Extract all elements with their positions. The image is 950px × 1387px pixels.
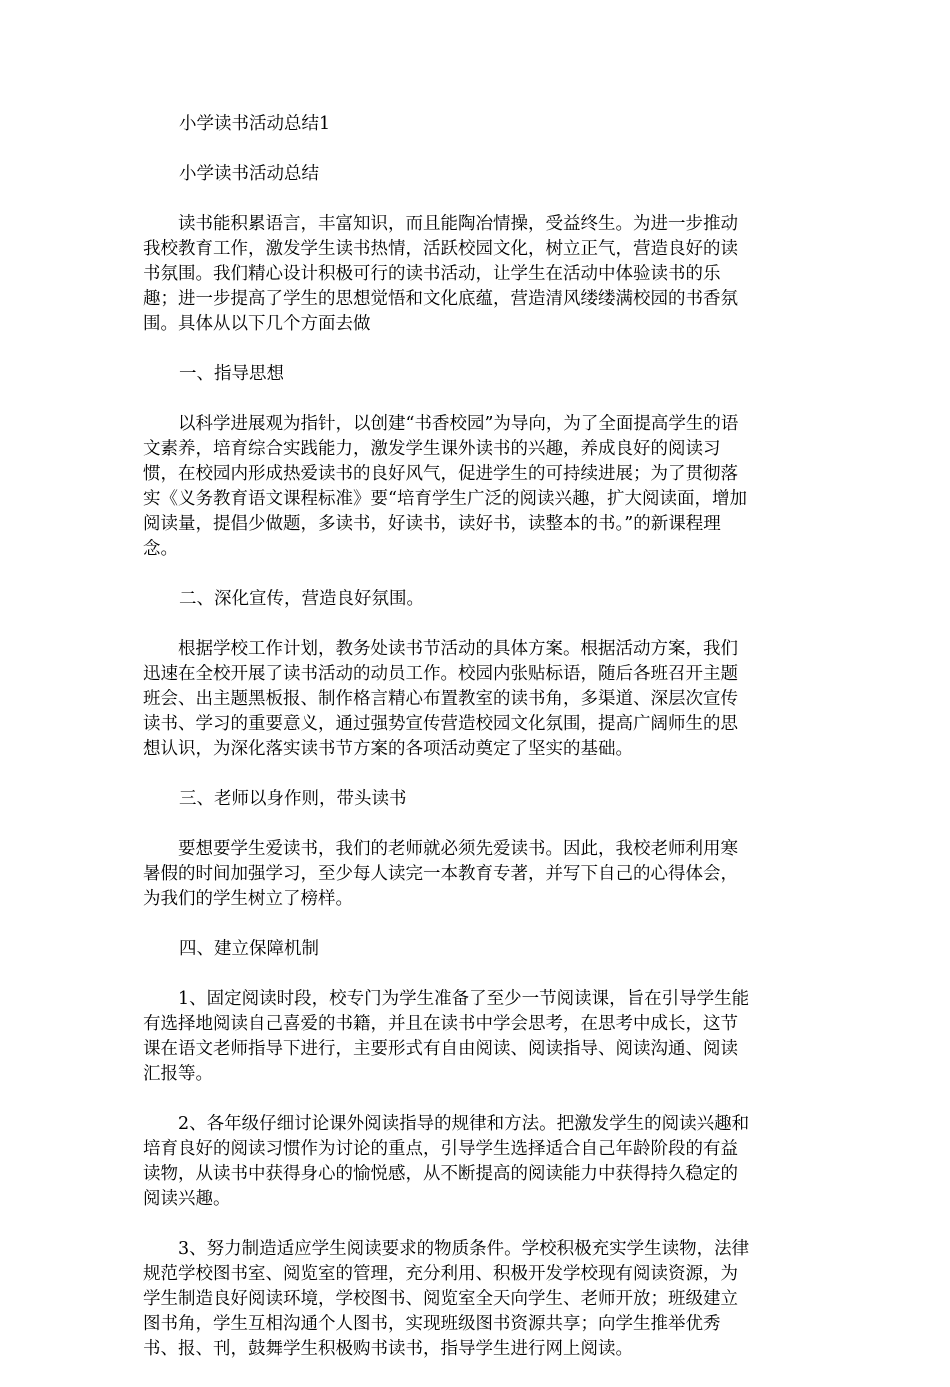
paragraph-line: 我校教育工作，激发学生读书热情，活跃校园文化，树立正气，营造良好的读 [143, 239, 738, 259]
paragraph-line: 为我们的学生树立了榜样。 [143, 889, 353, 909]
paragraph-line: 迅速在全校开展了读书活动的动员工作。校园内张贴标语，随后各班召开主题 [143, 664, 738, 684]
section-heading: 一、指导思想 [179, 364, 284, 384]
paragraph-line: 暑假的时间加强学习，至少每人读完一本教育专著，并写下自己的心得体会， [143, 864, 738, 884]
paragraph-line: 1、固定阅读时段，校专门为学生准备了至少一节阅读课，旨在引导学生能 [143, 989, 750, 1009]
paragraph-line: 念。 [143, 539, 178, 559]
section-heading: 二、深化宣传，营造良好氛围。 [179, 589, 424, 609]
paragraph-line: 有选择地阅读自己喜爱的书籍，并且在读书中学会思考，在思考中成长，这节 [143, 1014, 738, 1034]
paragraph-line: 阅读兴趣。 [143, 1189, 231, 1209]
paragraph-line: 惯，在校园内形成热爱读书的良好风气，促进学生的可持续进展；为了贯彻落 [143, 464, 738, 484]
section-paragraph [143, 1237, 803, 1362]
section-paragraph [143, 987, 803, 1087]
paragraph-line: 课在语文老师指导下进行，主要形式有自由阅读、阅读指导、阅读沟通、阅读 [143, 1039, 738, 1059]
intro-paragraph [143, 212, 803, 337]
document-subtitle: 小学读书活动总结 [179, 164, 319, 184]
paragraph-line: 班会、出主题黑板报、制作格言精心布置教室的读书角，多渠道、深层次宣传 [143, 689, 738, 709]
section-heading: 四、建立保障机制 [179, 939, 319, 959]
paragraph-line: 培育良好的阅读习惯作为讨论的重点，引导学生选择适合自己年龄阶段的有益 [143, 1139, 738, 1159]
paragraph-line: 以科学进展观为指针，以创建“书香校园”为导向，为了全面提高学生的语 [143, 414, 739, 434]
paragraph-line: 要想要学生爱读书，我们的老师就必须先爱读书。因此，我校老师利用寒 [143, 839, 738, 859]
paragraph-line: 读书、学习的重要意义，通过强势宣传营造校园文化氛围，提高广阔师生的思 [143, 714, 738, 734]
paragraph-line: 根据学校工作计划，教务处读书节活动的具体方案。根据活动方案，我们 [143, 639, 738, 659]
section-paragraph [143, 637, 803, 762]
paragraph-line: 规范学校图书室、阅览室的管理，充分利用、积极开发学校现有阅读资源，为 [143, 1264, 738, 1284]
section-paragraph [143, 412, 803, 562]
section-paragraph [143, 837, 803, 912]
paragraph-line: 文素养，培育综合实践能力，激发学生课外读书的兴趣，养成良好的阅读习 [143, 439, 721, 459]
section-paragraph [143, 1112, 803, 1212]
paragraph-line: 3、努力制造适应学生阅读要求的物质条件。学校积极充实学生读物，法律 [143, 1239, 750, 1259]
paragraph-line: 阅读量，提倡少做题，多读书，好读书，读好书，读整本的书。”的新课程理 [143, 514, 721, 534]
paragraph-line: 实《义务教育语文课程标准》要“培育学生广泛的阅读兴趣，扩大阅读面，增加 [143, 489, 747, 509]
paragraph-line: 2、各年级仔细讨论课外阅读指导的规律和方法。把激发学生的阅读兴趣和 [143, 1114, 750, 1134]
paragraph-line: 围。具体从以下几个方面去做 [143, 314, 371, 334]
section-heading: 三、老师以身作则，带头读书 [179, 789, 407, 809]
document-title: 小学读书活动总结1 [179, 114, 331, 134]
paragraph-line: 书、报、刊，鼓舞学生积极购书读书，指导学生进行网上阅读。 [143, 1339, 633, 1359]
paragraph-line: 学生制造良好阅读环境，学校图书、阅览室全天向学生、老师开放；班级建立 [143, 1289, 738, 1309]
paragraph-line: 趣；进一步提高了学生的思想觉悟和文化底蕴，营造清风缕缕满校园的书香氛 [143, 289, 738, 309]
paragraph-line: 读书能积累语言，丰富知识，而且能陶冶情操，受益终生。为进一步推动 [143, 214, 738, 234]
paragraph-line: 想认识，为深化落实读书节方案的各项活动奠定了坚实的基础。 [143, 739, 633, 759]
paragraph-line: 汇报等。 [143, 1064, 213, 1084]
paragraph-line: 读物，从读书中获得身心的愉悦感，从不断提高的阅读能力中获得持久稳定的 [143, 1164, 738, 1184]
paragraph-line: 书氛围。我们精心设计积极可行的读书活动，让学生在活动中体验读书的乐 [143, 264, 721, 284]
paragraph-line: 图书角，学生互相沟通个人图书，实现班级图书资源共享；向学生推举优秀 [143, 1314, 721, 1334]
document-page [143, 112, 803, 1387]
